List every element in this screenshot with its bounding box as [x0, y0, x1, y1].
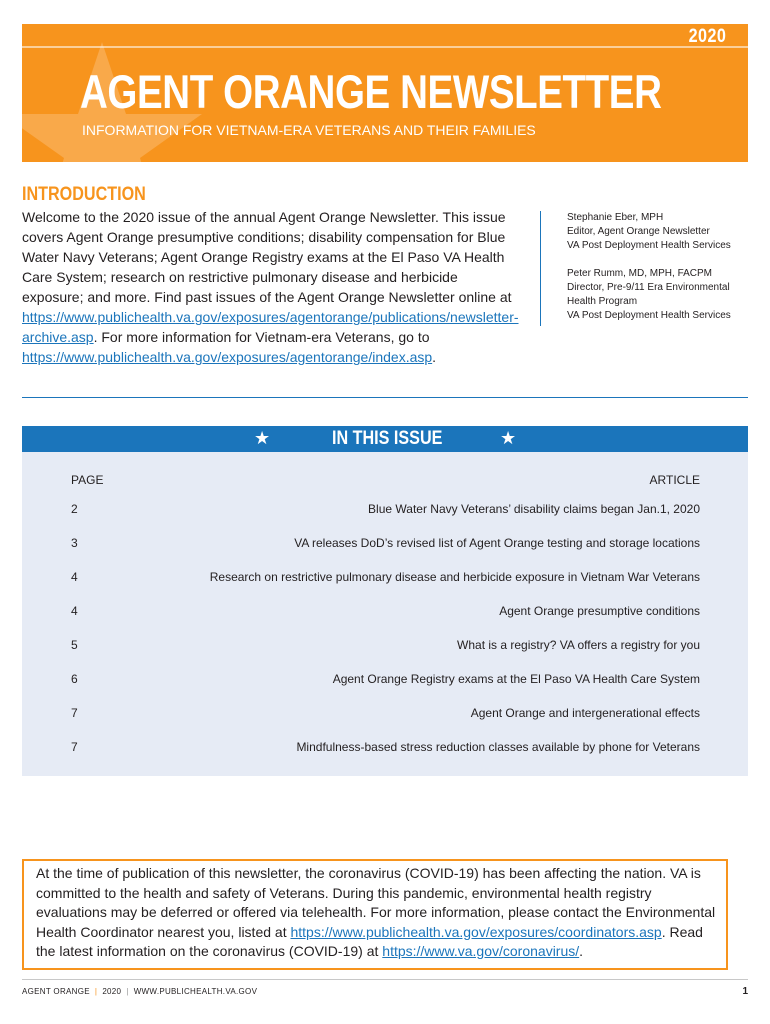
author-sidebar — [540, 211, 767, 326]
footer — [22, 987, 257, 996]
intro-text-1: Welcome to the 2020 issue of the annual Agent Orange Newsletter. This issue covers Agent Orange presumptive conditions; disability compensation for Blue Water Navy Veterans; Agent Orange Registry exams at the El Paso VA Health Care System; research on restrictive pulmonary disease and herbicide exposure; and more. Find past issues of the Agent Orange Newsletter online at — [22, 209, 512, 305]
author-eber — [567, 211, 767, 253]
in-this-issue-box — [22, 426, 748, 776]
toc-page: 2 — [71, 502, 78, 516]
footer-separator: | — [94, 987, 98, 996]
footer-publication: AGENT ORANGE — [22, 987, 90, 996]
archive-link[interactable]: https://www.publichealth.va.gov/exposures/agentorange/publications/newsletter-archive.asp — [22, 309, 519, 345]
toc-row[interactable] — [22, 740, 748, 760]
author-org: VA Post Deployment Health Services — [567, 240, 731, 251]
footer-website: WWW.PUBLICHEALTH.VA.GOV — [133, 987, 258, 996]
toc-row[interactable] — [22, 536, 748, 556]
toc-page: 7 — [71, 740, 78, 754]
footer-divider — [22, 979, 748, 980]
toc-article: Mindfulness-based stress reduction classes available by phone for Veterans — [296, 740, 700, 754]
toc-article: What is a registry? VA offers a registry for you — [457, 638, 700, 652]
toc-page: 4 — [71, 570, 78, 584]
toc-article: Agent Orange Registry exams at the El Paso VA Health Care System — [332, 672, 700, 686]
notice-text-3: . — [579, 943, 584, 959]
toc-row[interactable] — [22, 604, 748, 624]
intro-text-3: . — [432, 349, 437, 365]
page-number: 1 — [742, 986, 748, 997]
header-divider — [22, 46, 748, 48]
issue-year: 2020 — [688, 26, 726, 47]
toc-row[interactable] — [22, 672, 748, 692]
toc-article: Agent Orange and intergenerational effects — [470, 706, 700, 720]
notice-text-2: . Read the latest information on the coronavirus (COVID-19) at — [36, 923, 703, 959]
toc-row[interactable] — [22, 706, 748, 726]
star-icon: ★ — [500, 428, 517, 448]
footer-separator: | — [126, 987, 129, 996]
toc-article: Blue Water Navy Veterans’ disability claims began Jan.1, 2020 — [368, 502, 700, 516]
newsletter-subtitle: INFORMATION FOR VIETNAM-ERA VETERANS AND THEIR FAMILIES — [82, 122, 536, 138]
toc-article: VA releases DoD’s revised list of Agent Orange testing and storage locations — [294, 536, 700, 550]
author-title: Editor, Agent Orange Newsletter — [567, 226, 710, 237]
intro-text-2: . For more information for Vietnam-era Veterans, go to — [93, 329, 430, 345]
author-org: VA Post Deployment Health Services — [567, 310, 731, 321]
toc-row[interactable] — [22, 638, 748, 658]
in-this-issue-header — [22, 426, 748, 452]
covid-notice — [22, 859, 728, 970]
intro-heading: INTRODUCTION — [22, 184, 146, 205]
star-icon: ★ — [254, 428, 271, 448]
author-name: Stephanie Eber, MPH — [567, 212, 664, 223]
newsletter-title: AGENT ORANGE NEWSLETTER — [80, 65, 662, 118]
author-title: Director, Pre-9/11 Era Environmental — [567, 282, 730, 293]
toc-page: 4 — [71, 604, 78, 618]
page-column-header: PAGE — [71, 473, 104, 487]
toc-article: Agent Orange presumptive conditions — [499, 604, 700, 618]
toc-page: 6 — [71, 672, 78, 686]
toc-page: 7 — [71, 706, 78, 720]
toc-row[interactable] — [22, 502, 748, 522]
agentorange-index-link[interactable]: https://www.publichealth.va.gov/exposures/agentorange/index.asp — [22, 349, 433, 365]
intro-paragraph — [22, 207, 522, 367]
coronavirus-link[interactable]: https://www.va.gov/coronavirus/ — [382, 943, 580, 959]
toc-article: Research on restrictive pulmonary disease and herbicide exposure in Vietnam War Veterans — [209, 570, 700, 584]
section-divider — [22, 397, 748, 398]
coordinators-link[interactable]: https://www.publichealth.va.gov/exposures/coordinators.asp — [290, 923, 662, 940]
notice-text-1: At the time of publication of this newsletter, the coronavirus (COVID-19) has been affecting the nation. VA is committed to the health and safety of Veterans. During this pandemic, environmental health registry evaluations may be deferred or offered via telehealth. For more information, please contact the Environmental Health Coordinator nearest you, listed at — [36, 865, 716, 940]
author-name: Peter Rumm, MD, MPH, FACPM — [567, 268, 713, 279]
in-this-issue-title: IN THIS ISSUE — [332, 428, 443, 449]
toc-page: 5 — [71, 638, 78, 652]
author-rumm — [567, 267, 767, 323]
toc-row[interactable] — [22, 570, 748, 590]
toc-page: 3 — [71, 536, 78, 550]
header-banner — [22, 24, 748, 162]
author-title-cont: Health Program — [567, 296, 638, 307]
article-column-header: ARTICLE — [649, 473, 700, 487]
footer-year: 2020 — [102, 987, 122, 996]
